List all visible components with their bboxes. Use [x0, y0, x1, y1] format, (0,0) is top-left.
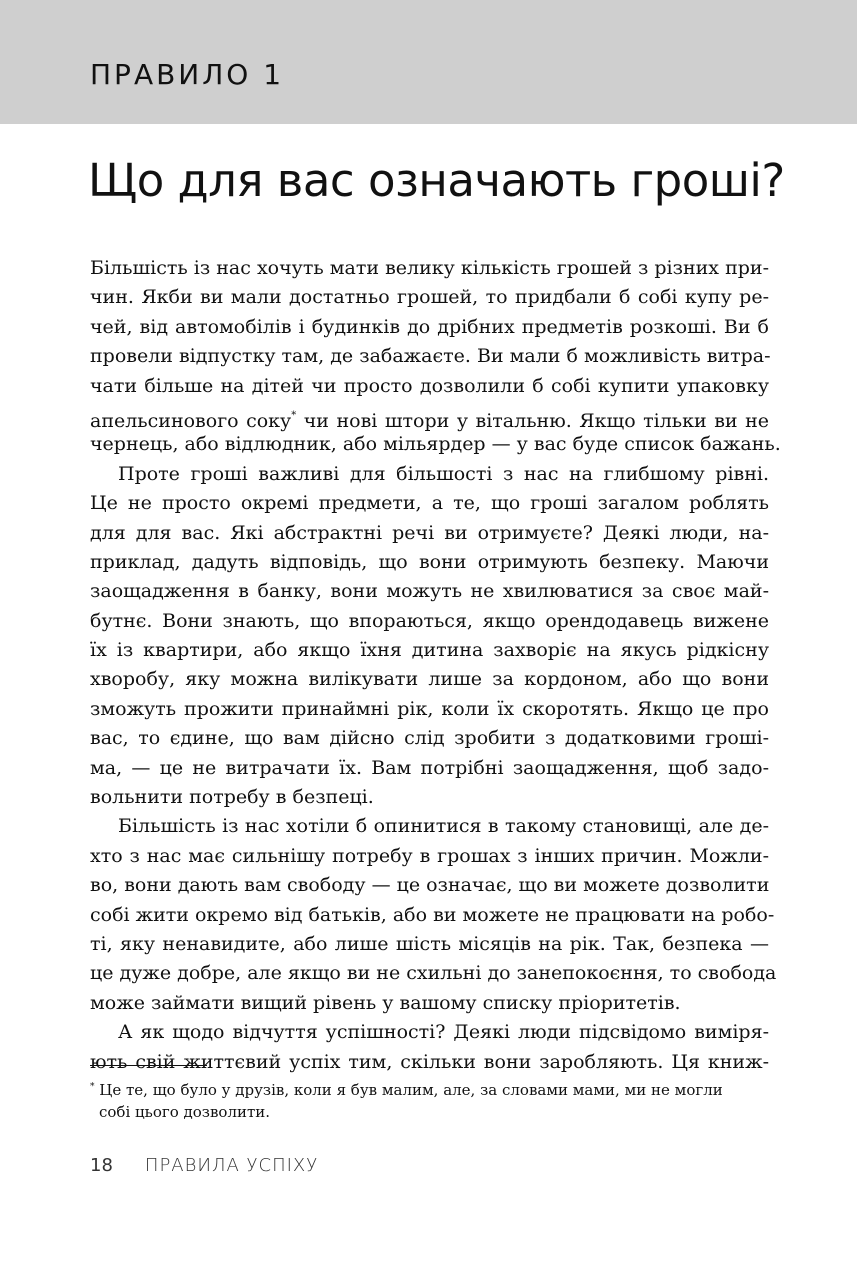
footnote [90, 1076, 769, 1123]
body-line: Більшість із нас хочуть мати велику кількість грошей з різних при- [90, 257, 769, 279]
body-line-with-footnote [90, 401, 769, 430]
body-text [90, 254, 781, 1077]
body-line: чей, від автомобілів і будинків до дрібних предметів розкоші. Ви б [90, 315, 769, 338]
body-line: чин. Якби ви мали достатньо грошей, то придбали б собі купу ре- [90, 286, 769, 309]
body-line: хворобу, яку можна вилікувати лише за кордоном, або що вони [90, 668, 769, 691]
page-footer [90, 1155, 318, 1176]
body-line: може займати вищий рівень у вашому списку пріоритетів. [90, 991, 681, 1014]
body-line: бутнє. Вони знають, що впораються, якщо орендодавець вижене [90, 609, 769, 632]
body-line: для для вас. Які абстрактні речі ви отримуєте? Деякі люди, на- [90, 521, 769, 544]
chapter-title: Що для вас означають гроші? [88, 154, 785, 207]
running-title: ПРАВИЛА УСПІХУ [144, 1155, 319, 1176]
footnote-reference: * [291, 409, 297, 421]
body-line: приклад, дадуть відповідь, що вони отримують безпеку. Маючи [90, 550, 769, 573]
body-line: ють свій життєвий успіх тим, скільки вони заробляють. Ця книж- [90, 1050, 769, 1073]
body-line: зможуть прожити принаймні рік, коли їх скоротять. Якщо це про [90, 697, 769, 720]
footnote-mark: * [90, 1082, 95, 1092]
body-line: чернець, або відлюдник, або мільярдер — у вас буде список бажань. [90, 433, 781, 456]
body-line: Більшість із нас хотіли б опинитися в такому становищі, але де- [118, 815, 769, 838]
body-line: во, вони дають вам свободу — це означає, що ви можете дозволити [90, 874, 770, 897]
body-line-part: апельсинового соку [90, 409, 292, 432]
body-line-part: чи нові штори у вітальню. Якщо тільки ви не [303, 409, 769, 432]
footnote-line: собі цього дозволити. [99, 1103, 271, 1121]
body-line: Проте гроші важливі для більшості з нас на глибшому рівні. [118, 462, 769, 485]
body-line: ті, яку ненавидите, або лише шість місяців на рік. Так, безпека — [90, 932, 769, 955]
page-number: 18 [90, 1155, 113, 1176]
body-line: вас, то єдине, що вам дійсно слід зробити з додатковими гроші- [90, 727, 769, 750]
body-line: їх із квартири, або якщо їхня дитина захворіє на якусь рідкісну [90, 639, 769, 662]
body-line: А як щодо відчуття успішності? Деякі люди підсвідомо виміря- [118, 1021, 769, 1044]
rule-label: ПРАВИЛО 1 [90, 58, 285, 91]
footnote-text: Це те, що було у друзів, коли я був малим, але, за словами мами, ми не могли [99, 1081, 723, 1099]
body-line: вольнити потребу в безпеці. [90, 786, 374, 809]
body-line: собі жити окремо від батьків, або ви можете не працювати на робо- [90, 903, 775, 926]
footnote-divider [90, 1065, 207, 1066]
body-line: хто з нас має сильнішу потребу в грошах з інших причин. Можли- [90, 844, 769, 867]
body-line: це дуже добре, але якщо ви не схильні до занепокоєння, то свобода [90, 962, 777, 985]
chapter-header-band [0, 0, 857, 124]
body-line: ма, — це не витрачати їх. Вам потрібні заощадження, щоб задо- [90, 756, 769, 779]
body-line: Це не просто окремі предмети, а те, що гроші загалом роблять [90, 492, 769, 515]
footnote-line [90, 1076, 769, 1101]
body-line: чати більше на дітей чи просто дозволили б собі купити упаковку [90, 374, 769, 397]
body-line: заощадження в банку, вони можуть не хвилюватися за своє май- [90, 580, 769, 603]
body-line: провели відпустку там, де забажаєте. Ви мали б можливість витра- [90, 345, 771, 368]
